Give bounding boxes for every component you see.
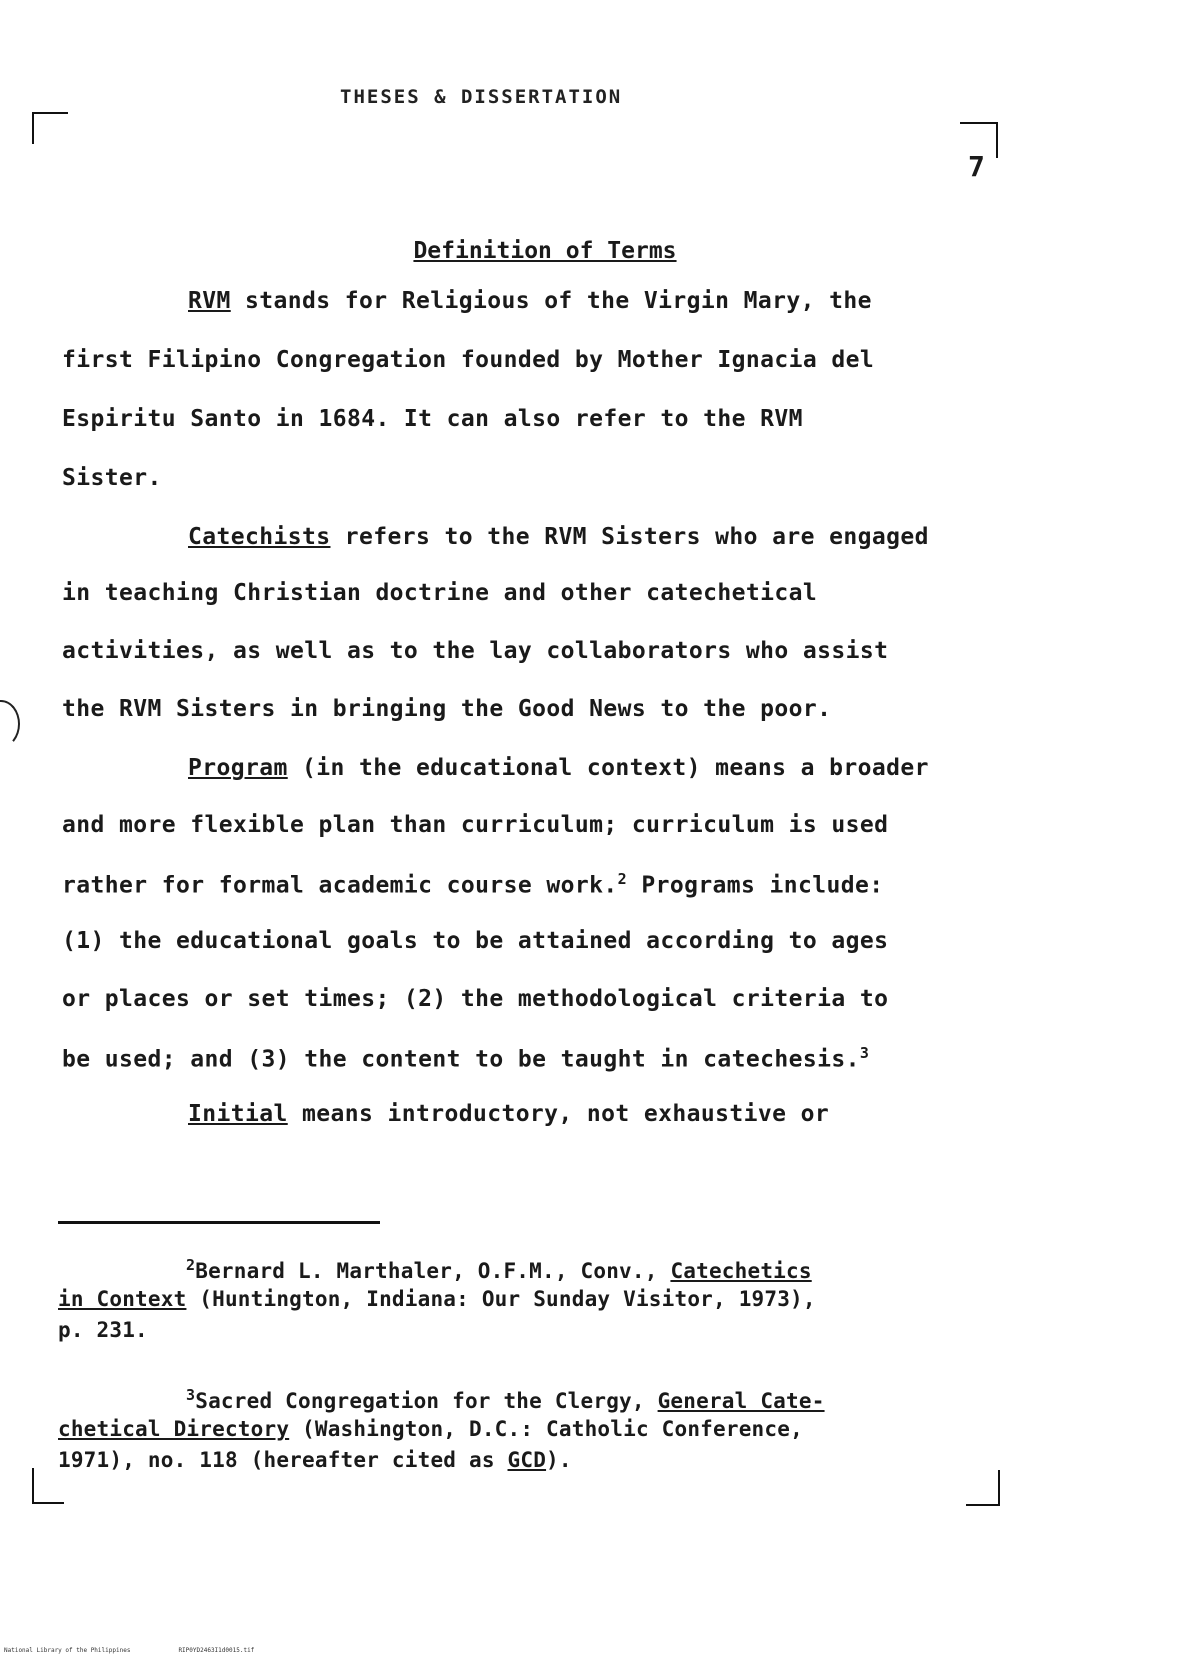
book-title: General Cate- xyxy=(657,1389,825,1413)
page-number: 7 xyxy=(968,150,985,183)
paragraph-program-line-3 xyxy=(62,870,884,899)
text: means introductory, not exhaustive or xyxy=(287,1101,830,1127)
footnote-2-line-2 xyxy=(58,1287,816,1311)
text: rather for formal academic course work. xyxy=(62,872,618,899)
paragraph-rvm-line-2: first Filipino Congregation founded by Mother Ignacia del xyxy=(62,347,875,373)
footnote-separator xyxy=(58,1221,380,1224)
text: (in the educational context) means a broader xyxy=(287,755,929,781)
footnote-2-line-1 xyxy=(186,1256,812,1283)
scan-footer xyxy=(4,1647,302,1654)
footnote-3-line-3 xyxy=(58,1448,572,1472)
footnote-2-marker: 2 xyxy=(186,1256,196,1274)
text: (Huntington, Indiana: Our Sunday Visitor, 1973), xyxy=(186,1287,816,1311)
text: Sacred Congregation for the Clergy, xyxy=(195,1389,658,1413)
text: refers to the RVM Sisters who are engaged xyxy=(330,524,929,550)
term-program: Program xyxy=(188,755,288,781)
scan-edge-mark xyxy=(0,700,20,748)
paragraph-program-line-1 xyxy=(188,755,929,781)
paragraph-program-line-2: and more flexible plan than curriculum; curriculum is used xyxy=(62,812,889,838)
term-rvm: RVM xyxy=(188,288,231,314)
paragraph-program-line-6 xyxy=(62,1044,869,1073)
text: ). xyxy=(546,1448,572,1472)
crop-mark-bottom-right xyxy=(966,1470,1000,1506)
crop-mark-top-left xyxy=(32,112,68,144)
paragraph-initial-line-1 xyxy=(188,1101,829,1127)
book-title: in Context xyxy=(58,1287,187,1311)
footnote-2-line-3: p. 231. xyxy=(58,1318,148,1342)
text: (Washington, D.C.: Catholic Conference, xyxy=(289,1417,803,1441)
paragraph-program-line-4: (1) the educational goals to be attained according to ages xyxy=(62,928,889,954)
theses-dissertation-stamp: THESES & DISSERTATION xyxy=(340,86,623,108)
footnote-ref-3: 3 xyxy=(859,1044,870,1062)
paragraph-catechists-line-2: in teaching Christian doctrine and other catechetical xyxy=(62,580,818,606)
text: 1971), no. 118 (hereafter cited as xyxy=(58,1448,508,1472)
abbreviation: GCD xyxy=(507,1448,547,1472)
crop-mark-bottom-left xyxy=(32,1468,64,1504)
section-title: Definition of Terms xyxy=(413,238,677,264)
footnote-3-marker: 3 xyxy=(186,1386,196,1404)
paragraph-catechists-line-3: activities, as well as to the lay collaborators who assist xyxy=(62,638,889,664)
footnote-ref-2: 2 xyxy=(617,870,628,888)
paragraph-catechists-line-1 xyxy=(188,524,929,550)
paragraph-rvm-line-3: Espiritu Santo in 1684. It can also refer to the RVM xyxy=(62,406,803,432)
text: Bernard L. Marthaler, O.F.M., Conv., xyxy=(195,1259,671,1283)
text: stands for Religious of the Virgin Mary, the xyxy=(230,288,872,314)
file-name: RIP0YD2463I1d0015.tif xyxy=(178,1647,255,1654)
footnote-3-line-2 xyxy=(58,1417,803,1441)
book-title: Catechetics xyxy=(670,1259,812,1283)
paragraph-rvm-line-1 xyxy=(188,288,872,314)
paragraph-catechists-line-4: the RVM Sisters in bringing the Good News to the poor. xyxy=(62,696,832,722)
paragraph-program-line-5: or places or set times; (2) the methodological criteria to xyxy=(62,986,889,1012)
term-catechists: Catechists xyxy=(188,524,331,550)
text: Programs include: xyxy=(627,872,884,899)
text: be used; and (3) the content to be taught in catechesis. xyxy=(62,1046,860,1073)
paragraph-rvm-line-4: Sister. xyxy=(62,465,162,491)
book-title: chetical Directory xyxy=(58,1417,290,1441)
footnote-3-line-1 xyxy=(186,1386,825,1413)
library-name: National Library of the Philippines xyxy=(4,1647,131,1654)
term-initial: Initial xyxy=(188,1101,288,1127)
